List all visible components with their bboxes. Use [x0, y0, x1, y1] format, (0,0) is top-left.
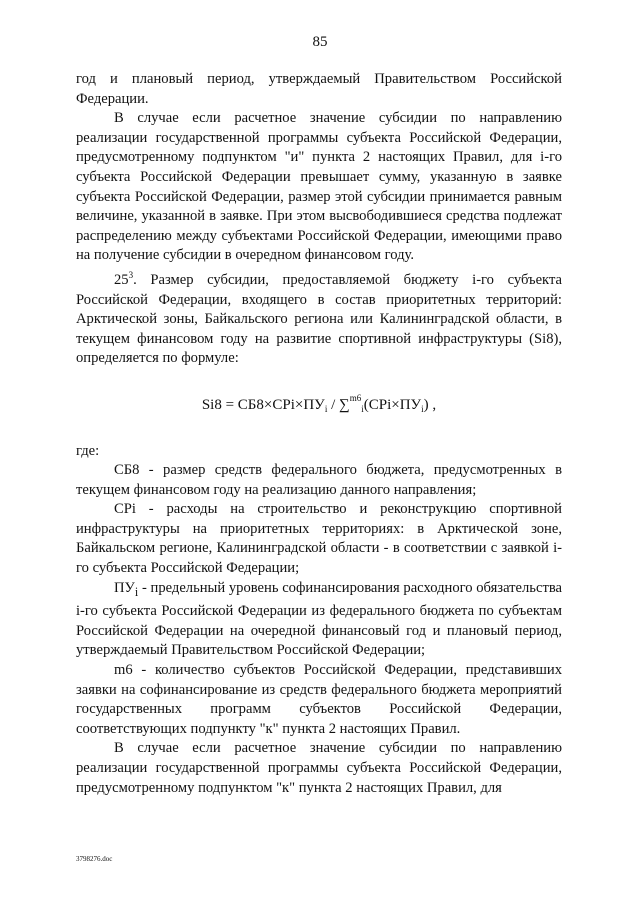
term-pu: ПУ — [114, 579, 135, 596]
where-label: где: — [76, 442, 100, 459]
term-pu-sub: i — [134, 584, 139, 599]
clause-text: . Размер субсидии, предоставляемой бюджету i-го субъекта Российской Федерации, входящего в состав приоритетных территорий: Арктической зоны, Байкальского региона или Калининградской области, в текущем финансовом году на развитие спортивной инфраструктуры (Si8), определяется по формуле: — [76, 271, 562, 367]
definition-m6: m6 - количество субъектов Российской Федерации, представивших заявки на софинансирование из средств федерального бюджета мероприятий государственных программ субъектов Российской Федерации, соответствующих подпункту "к" пункта 2 настоящих Правил. — [76, 661, 562, 737]
subsidy-formula — [76, 389, 562, 420]
definition-sb8: СБ8 - размер средств федерального бюджета, предусмотренных в текущем финансовом году на реализацию данного направления; — [76, 462, 562, 498]
paragraph-last: В случае если расчетное значение субсидии по направлению реализации государственной программы субъекта Российской Федерации, предусмотренному подпунктом "к" пункта 2 настоящих Правил, для — [76, 740, 562, 796]
page-number: 85 — [312, 34, 328, 50]
document-footer: 3798276.doc — [76, 855, 113, 863]
definition-pu-text: - предельный уровень софинансирования расходного обязательства i-го субъекта Российской Федерации из федерального бюджета по субъектам Российской Федерации на очередной финансовый год и плановый период, утверждаемый Правительством Российской Федерации; — [76, 579, 562, 659]
document-body — [76, 70, 562, 798]
formula-inner: (СРi×ПУ — [363, 396, 422, 413]
definition-pu — [76, 579, 562, 661]
paragraph-continuation: год и плановый период, утверждаемый Правительством Российской Федерации. — [76, 71, 562, 107]
paragraph-excess-rule: В случае если расчетное значение субсидии по направлению реализации государственной программы субъекта Российской Федерации, предусмотренному подпунктом "и" пункта 2 настоящих Правил, для i-го субъекта Российской Федерации превышает сумму, указанную в заявке субъекта Российской Федерации, размер этой субсидии принимается равным величине, указанной в заявке. При этом высвободившиеся средства подлежат распределению между субъектами Российской Федерации, имеющими право на получение субсидии в очередном финансовом году. — [76, 110, 562, 264]
formula-index-2: i — [421, 403, 424, 414]
formula-sum-lower: i — [361, 403, 364, 414]
formula-sum-upper: m6 — [349, 392, 362, 403]
formula-slash-sum: / ∑ — [327, 396, 350, 413]
clause-number: 25 — [114, 271, 129, 288]
definition-cpi: СРi - расходы на строительство и реконструкцию спортивной инфраструктуры на приоритетных территориях: в Арктической зоне, Байкальском регионе, Калининградской области - в соответствии с заявкой i-го субъекта Российской Федерации; — [76, 501, 562, 577]
formula-close: ) , — [423, 396, 437, 413]
formula-left: Si8 = СБ8×СРi×ПУ — [201, 396, 325, 413]
clause-superscript: 3 — [128, 269, 134, 280]
paragraph-25-3 — [76, 266, 562, 369]
formula-index-1: i — [324, 403, 328, 414]
